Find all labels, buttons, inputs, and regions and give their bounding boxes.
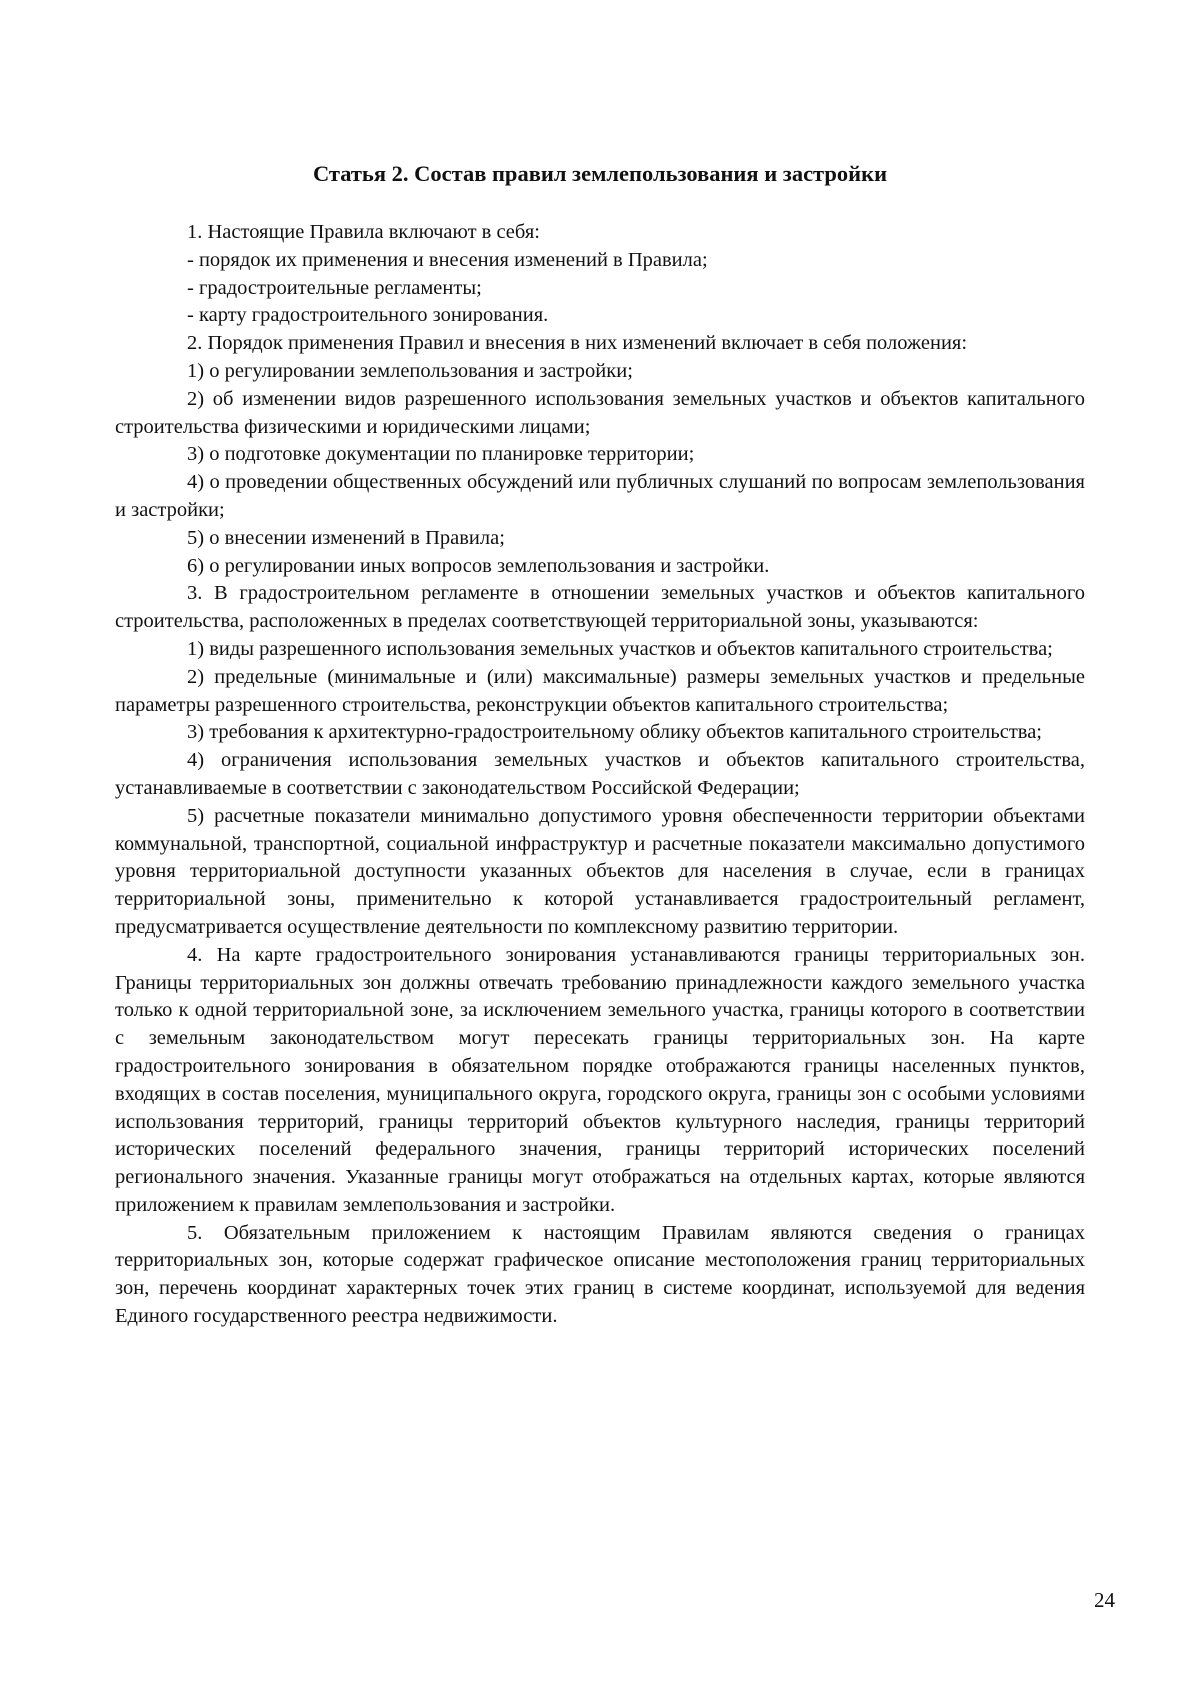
subitem-2-4: 4) о проведении общественных обсуждений или публичных слушаний по вопросам землепользования и застройки; bbox=[115, 471, 1085, 521]
page-number: 24 bbox=[1094, 1588, 1115, 1612]
paragraph-3: 3. В градостроительном регламенте в отношении земельных участков и объектов капитального строительства, расположенных в пределах соответствующей территориальной зоны, указываются: bbox=[115, 582, 1085, 633]
paragraph-4: 4. На карте градостроительного зонирования устанавливаются границы территориальных зон. Границы территориальных зон должны отвечать требованию принадлежности каждого земельного участка только к одной территориальной зоне, за исключением земельного участка, границы которого в соответствии с земельным законодательством могут пересекать границы территориальных зон. На карте градостроительного зонирования в обязательном порядке отображаются границы населенных пунктов, входящих в состав поселения, муниципального округа, городского округа, границы зон с особыми условиями использования территорий, границы территорий объектов культурного наследия, границы территорий исторических поселений федерального значения, границы территорий исторических поселений регионального значения. Указанные границы могут отображаться на отдельных картах, которые являются приложением к правилам землепользования и застройки. bbox=[115, 943, 1085, 1216]
subitem-2-5: 5) о внесении изменений в Правила; bbox=[187, 526, 505, 549]
list-item-procedure: - порядок их применения и внесения изменений в Правила; bbox=[187, 248, 708, 271]
article-title: Статья 2. Состав правил землепользования и застройки bbox=[312, 161, 888, 186]
paragraph-2: 2. Порядок применения Правил и внесения в них изменений включает в себя положения: bbox=[187, 332, 968, 355]
subitem-3-5: 5) расчетные показатели минимально допустимого уровня обеспеченности территории объектами коммунальной, транспортной, социальной инфраструктур и расчетные показатели максимально допустимого уровня территориальной доступности указанных объектов для населения в случае, если в границах территориальной зоны, применительно к которой устанавливается градостроительный регламент, предусматривается осуществление деятельности по комплексному развитию территории. bbox=[115, 804, 1085, 938]
subitem-2-2: 2) об изменении видов разрешенного использования земельных участков и объектов капитального строительства физическими и юридическими лицами; bbox=[115, 387, 1085, 438]
article-body bbox=[115, 219, 1085, 1331]
paragraph-5: 5. Обязательным приложением к настоящим Правилам являются сведения о границах территориальных зон, которые содержат графическое описание местоположения границ территориальных зон, перечень координат характерных точек этих границ в системе координат, используемой для ведения Единого государственного реестра недвижимости. bbox=[115, 1221, 1085, 1328]
subitem-2-6: 6) о регулировании иных вопросов землепользования и застройки. bbox=[187, 554, 770, 577]
subitem-3-3: 3) требования к архитектурно-градостроительному облику объектов капитального строительства; bbox=[187, 721, 1042, 744]
subitem-2-1: 1) о регулировании землепользования и застройки; bbox=[187, 359, 633, 382]
list-item-zoning-map: - карту градостроительного зонирования. bbox=[187, 304, 549, 327]
subitem-3-4: 4) ограничения использования земельных участков и объектов капитального строительства, устанавливаемые в соответствии с законодательством Российской Федерации; bbox=[115, 749, 1085, 799]
subitem-3-1: 1) виды разрешенного использования земельных участков и объектов капитального строительства; bbox=[187, 637, 1053, 660]
subitem-2-3: 3) о подготовке документации по планировке территории; bbox=[187, 443, 695, 466]
subitem-3-2: 2) предельные (минимальные и (или) максимальные) размеры земельных участков и предельные параметры разрешенного строительства, реконструкции объектов капитального строительства; bbox=[115, 665, 1085, 716]
paragraph-1: 1. Настоящие Правила включают в себя: bbox=[187, 221, 540, 243]
list-item-regulations: - градостроительные регламенты; bbox=[187, 276, 482, 299]
